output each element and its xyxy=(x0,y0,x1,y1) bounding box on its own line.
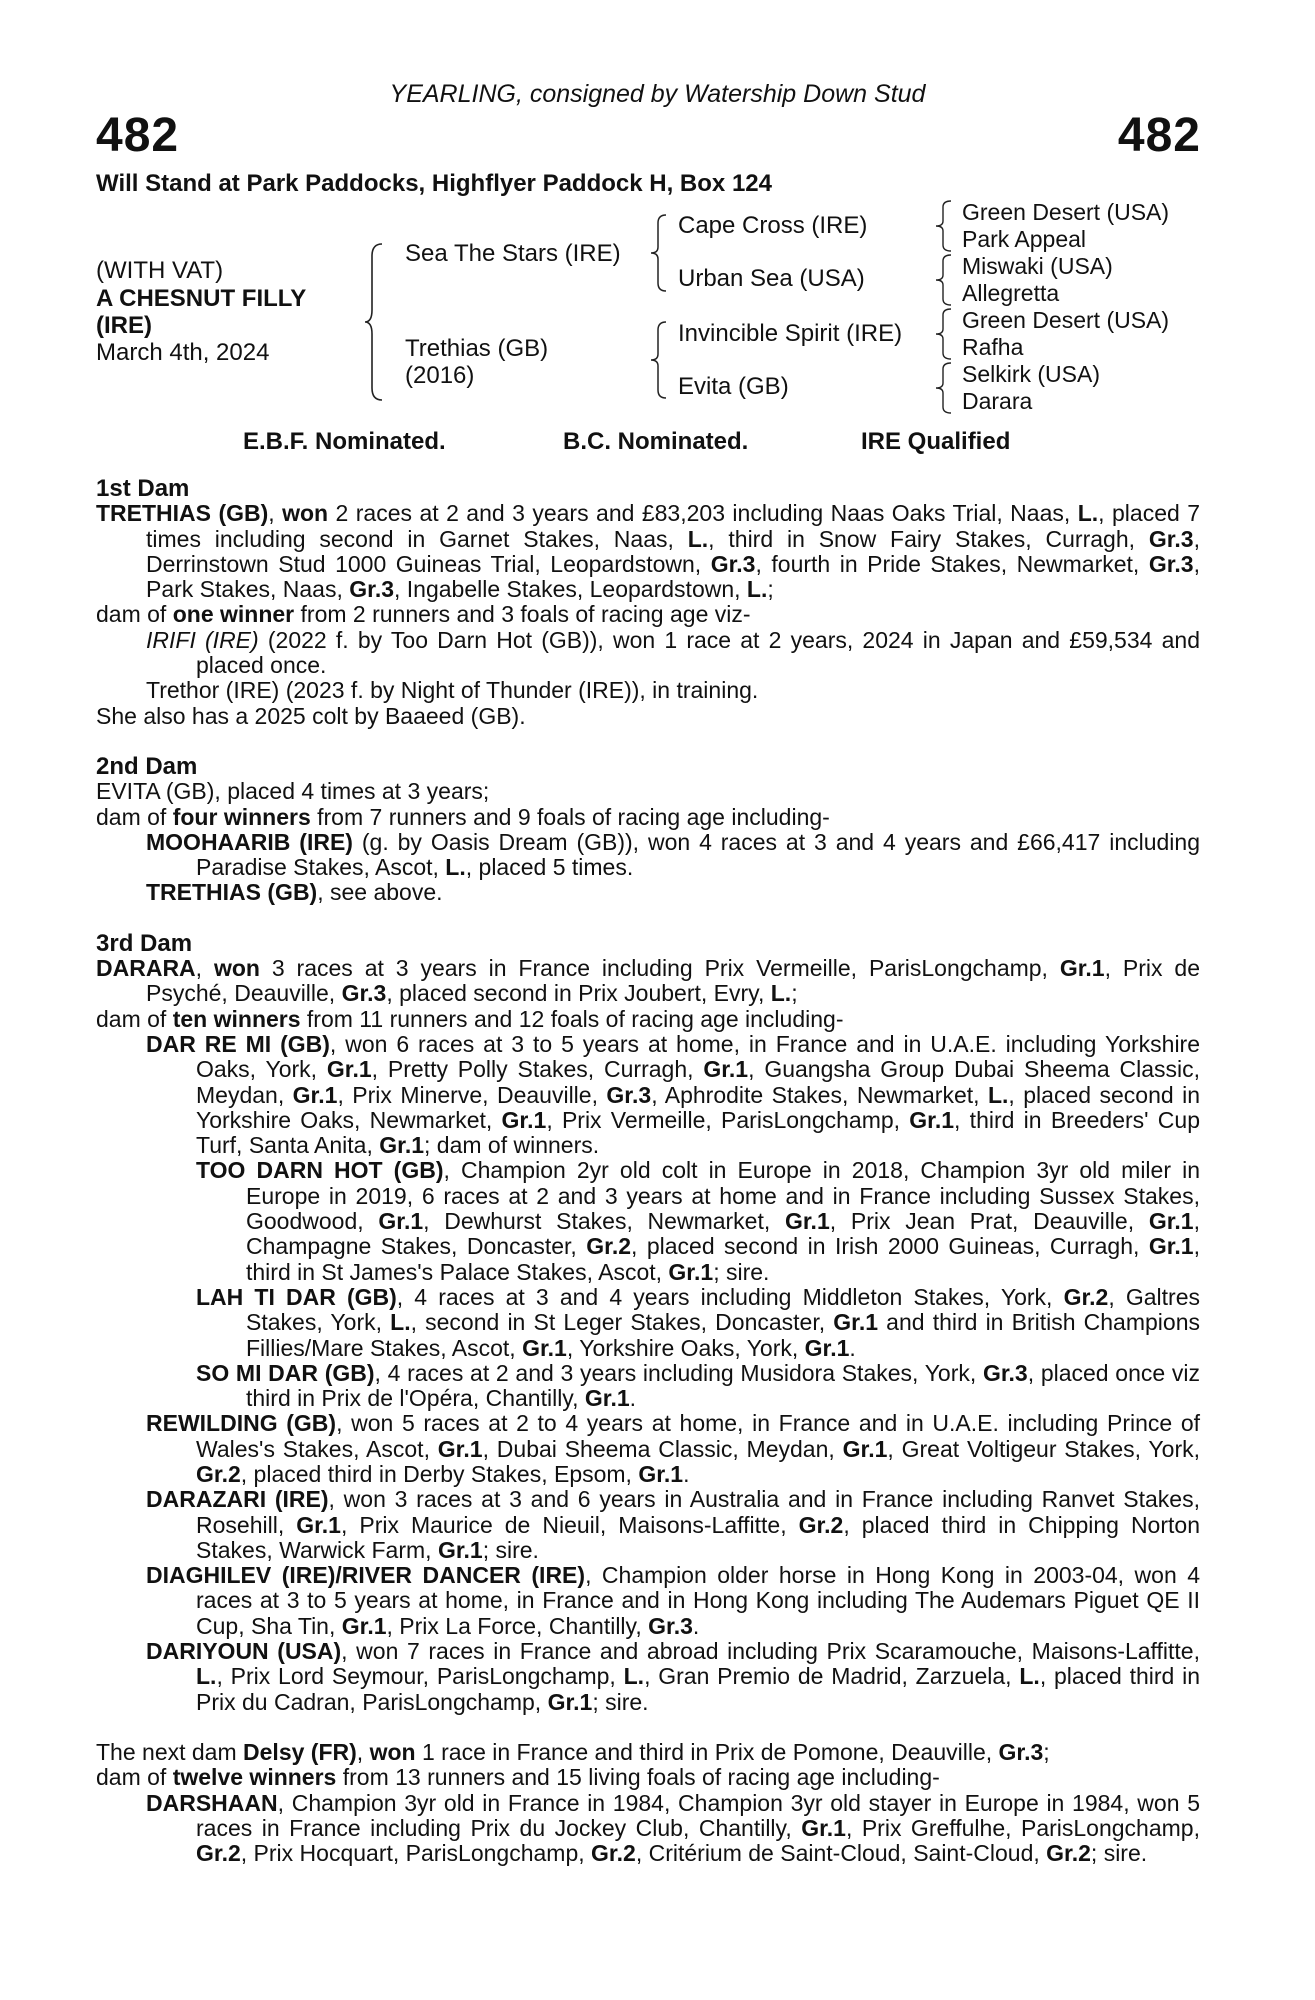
progeny-name: DARIYOUN (USA) xyxy=(146,1638,342,1665)
winner-count: one winner xyxy=(172,601,295,628)
catalogue-body xyxy=(96,476,1200,1866)
stand-location: Will Stand at Park Paddocks, Highflyer Paddock H, Box 124 xyxy=(96,170,772,197)
g3-brace-1 xyxy=(935,199,955,253)
next-dam-text: 1 race in France and third in Prix de Pomone, Deauville, Gr.3; xyxy=(415,1738,1050,1765)
first-dam-also: She also has a 2025 colt by Baaeed (GB). xyxy=(96,702,526,729)
bc-nomination: B.C. Nominated. xyxy=(563,428,749,455)
progeny-text: , 4 races at 2 and 3 years including Musidora Stakes, York, Gr.3, placed once viz third in Prix de l'Opéra, Chantilly, Gr.1. xyxy=(246,1359,1200,1412)
dam-year: (2016) xyxy=(405,362,475,389)
pedigree-brace xyxy=(364,242,388,402)
dam-sire: Invincible Spirit (IRE) xyxy=(678,320,903,347)
dam-name: Trethias (GB) xyxy=(405,335,549,362)
g3-brace-3 xyxy=(935,307,955,361)
next-dam-pre: The next dam xyxy=(96,1738,244,1765)
progeny-name: DARAZARI (IRE) xyxy=(146,1486,329,1513)
dam-dam: Evita (GB) xyxy=(678,373,789,400)
third-dam-text: 3 races at 3 years in France including Prix Vermeille, ParisLongchamp, Gr.1, Prix de Psyché, Deauville, Gr.3, placed second in Prix Joubert, Evry, L.; xyxy=(146,955,1200,1007)
second-dam-record: EVITA (GB), placed 4 times at 3 years; xyxy=(96,778,490,805)
progeny-entry xyxy=(96,880,1200,905)
third-dam-record: DARARA, won 3 races at 3 years in France including Prix Vermeille, ParisLongchamp, Gr.1, Prix de Psyché, Deauville, Gr.3, placed second in Prix Joubert, Evry, L.; xyxy=(96,955,1200,1007)
progeny-entry xyxy=(96,1791,1200,1867)
next-dam-name: Delsy (FR) xyxy=(243,1738,357,1765)
dam-brace xyxy=(650,320,670,400)
third-dam-name: DARARA xyxy=(96,955,196,982)
dam-of-pre: dam of xyxy=(96,1764,173,1791)
consignor-line: YEARLING, consigned by Watership Down Stud xyxy=(389,80,926,108)
first-dam-name: TRETHIAS (GB) xyxy=(96,500,269,527)
progeny-name: SO MI DAR (GB) xyxy=(196,1359,375,1386)
progeny-name: REWILDING (GB) xyxy=(146,1410,337,1437)
progeny-entry xyxy=(96,1563,1200,1639)
sire-dam: Urban Sea (USA) xyxy=(678,265,865,292)
next-dam-summary xyxy=(96,1765,1200,1790)
dam-of-post: from 13 runners and 15 living foals of racing age including- xyxy=(336,1764,940,1791)
dam-of-post: from 11 runners and 12 foals of racing age including- xyxy=(300,1005,844,1032)
sire-brace xyxy=(650,213,670,293)
ancestor-1: Green Desert (USA) xyxy=(962,199,1170,225)
dam-of-pre: dam of xyxy=(96,1005,173,1032)
progeny-text: , see above. xyxy=(317,879,443,906)
ancestor-5: Green Desert (USA) xyxy=(962,307,1170,333)
winner-count: twelve winners xyxy=(172,1764,337,1791)
progeny-name: TRETHIAS (GB) xyxy=(146,879,318,906)
winner-count: four winners xyxy=(172,803,311,830)
progeny-text: , won 7 races in France and abroad including Prix Scaramouche, Maisons-Laffitte, L., Prix Lord Seymour, ParisLongchamp, L., Gran Premio de Madrid, Zarzuela, L., placed third in Prix du Cadran, ParisLongchamp, Gr.1; sire. xyxy=(196,1638,1201,1715)
progeny-entry xyxy=(96,1285,1200,1361)
dam-of-post: from 2 runners and 3 foals of racing age viz- xyxy=(294,601,751,628)
dam-of-pre: dam of xyxy=(96,803,173,830)
ancestor-2: Park Appeal xyxy=(962,226,1087,252)
progeny-entry xyxy=(96,830,1200,881)
progeny-name: IRIFI (IRE) xyxy=(146,626,259,653)
progeny-text: , Champion older horse in Hong Kong in 2003-04, won 4 races at 3 to 5 years at home, in France and in Hong Kong including The Audemars Piguet QE II Cup, Sha Tin, Gr.1, Prix La Force, Chantilly, Gr.3. xyxy=(196,1562,1201,1639)
first-dam-text: 2 races at 2 and 3 years and £83,203 including Naas Oaks Trial, Naas, L., placed 7 times including second in Garnet Stakes, Naas, L., third in Snow Fairy Stakes, Curragh, Gr.3, Derrinstown Stud 1000 Guineas Trial, Leopardstown, Gr.3, fourth in Pride Stakes, Newmarket, Gr.3, Park Stakes, Naas, Gr.3, Ingabelle Stakes, Leopardstown, L.; xyxy=(146,500,1201,603)
progeny-text: , Champion 2yr old colt in Europe in 2018, Champion 3yr old miler in Europe in 2019, 6 races at 2 and 3 years at home and in France including Sussex Stakes, Goodwood, Gr.1, Dewhurst Stakes, Newmarket, Gr.1, Prix Jean Prat, Deauville, Gr.1, Champagne Stakes, Doncaster, Gr.2, placed second in Irish 2000 Guineas, Curragh, Gr.1, third in St James's Palace Stakes, Ascot, Gr.1; sire. xyxy=(246,1157,1200,1285)
progeny-entry: Trethor (IRE) (2023 f. by Night of Thunder (IRE)), in training. xyxy=(146,677,759,704)
progeny-entry xyxy=(96,1487,1200,1563)
won-label: won xyxy=(282,500,329,527)
ancestor-4: Allegretta xyxy=(962,280,1060,306)
winner-count: ten winners xyxy=(172,1005,301,1032)
second-dam-summary xyxy=(96,805,1200,830)
third-dam-title: 3rd Dam xyxy=(96,929,193,957)
g3-brace-4 xyxy=(935,361,955,415)
first-dam-summary xyxy=(96,602,1200,627)
progeny-name: DAR RE MI (GB) xyxy=(146,1030,330,1057)
sire-sire: Cape Cross (IRE) xyxy=(678,212,868,239)
progeny-text: , Champion 3yr old in France in 1984, Champion 3yr old stayer in Europe in 1984, won 5 races in France including Prix du Jockey Club, Chantilly, Gr.1, Prix Greffulhe, ParisLongchamp, Gr.2, Prix Hocquart, ParisLongchamp, Gr.2, Critérium de Saint-Cloud, Saint-Cloud, Gr.2; sire. xyxy=(196,1789,1200,1867)
progeny-entry xyxy=(96,1411,1200,1487)
progeny-text: (2022 f. by Too Darn Hot (GB)), won 1 race at 2 years, 2024 in Japan and £59,534 and placed once. xyxy=(196,626,1200,679)
horse-country: (IRE) xyxy=(96,312,152,339)
progeny-name: MOOHAARIB (IRE) xyxy=(146,828,353,855)
progeny-text: , won 6 races at 3 to 5 years at home, in France and in U.A.E. including Yorkshire Oaks, York, Gr.1, Pretty Polly Stakes, Curragh, Gr.1, Guangsha Group Dubai Sheema Classic, Meydan, Gr.1, Prix Minerve, Deauville, Gr.3, Aphrodite Stakes, Newmarket, L., placed second in Yorkshire Oaks, Newmarket, Gr.1, Prix Vermeille, ParisLongchamp, Gr.1, third in Breeders' Cup Turf, Santa Anita, Gr.1; dam of winners. xyxy=(196,1030,1201,1159)
progeny-entry xyxy=(96,628,1200,679)
progeny-name: TOO DARN HOT (GB) xyxy=(196,1157,444,1184)
progeny-entry xyxy=(96,1158,1200,1284)
ancestor-6: Rafha xyxy=(962,334,1024,360)
progeny-text: , won 3 races at 3 and 6 years in Australia and in France including Ranvet Stakes, Rosehill, Gr.1, Prix Maurice de Nieuil, Maisons-Laffitte, Gr.2, placed third in Chipping Norton Stakes, Warwick Farm, Gr.1; sire. xyxy=(196,1486,1200,1563)
dam-of-pre: dam of xyxy=(96,601,173,628)
lot-number-right: 482 xyxy=(1117,109,1201,162)
g3-brace-2 xyxy=(935,253,955,307)
ire-qualified: IRE Qualified xyxy=(861,428,1011,455)
lot-number-left: 482 xyxy=(96,109,180,162)
progeny-text: , won 5 races at 2 to 4 years at home, in France and in U.A.E. including Prince of Wales's Stakes, Ascot, Gr.1, Dubai Sheema Classic, Meydan, Gr.1, Great Voltigeur Stakes, York, Gr.2, placed third in Derby Stakes, Epsom, Gr.1. xyxy=(196,1410,1201,1487)
vat-note: (WITH VAT) xyxy=(96,257,224,284)
progeny-name: DIAGHILEV (IRE)/RIVER DANCER (IRE) xyxy=(146,1562,586,1589)
foaling-date: March 4th, 2024 xyxy=(96,339,270,366)
ebf-nomination: E.B.F. Nominated. xyxy=(243,428,446,455)
progeny-name: DARSHAAN xyxy=(146,1789,278,1816)
first-dam-record: TRETHIAS (GB), won 2 races at 2 and 3 years and £83,203 including Naas Oaks Trial, Naas, L., placed 7 times including second in Garnet Stakes, Naas, L., third in Snow Fairy Stakes, Curragh, Gr.3, Derrinstown Stud 1000 Guineas Trial, Leopardstown, Gr.3, fourth in Pride Stakes, Newmarket, Gr.3, Park Stakes, Naas, Gr.3, Ingabelle Stakes, Leopardstown, L.; xyxy=(96,500,1201,603)
won-label: won xyxy=(369,1738,416,1765)
next-dam-record: The next dam Delsy (FR), won 1 race in France and third in Prix de Pomone, Deauville, Gr.3; xyxy=(96,1738,1050,1765)
progeny-entry xyxy=(96,1361,1200,1412)
dam-of-post: from 7 runners and 9 foals of racing age including- xyxy=(310,803,830,830)
horse-name: A CHESNUT FILLY xyxy=(96,285,307,312)
second-dam-title: 2nd Dam xyxy=(96,752,198,780)
ancestor-3: Miswaki (USA) xyxy=(962,253,1113,279)
progeny-text: , 4 races at 3 and 4 years including Middleton Stakes, York, Gr.2, Galtres Stakes, York, L., second in St Leger Stakes, Doncaster, Gr.1 and third in British Champions Fillies/Mare Stakes, Ascot, Gr.1, Yorkshire Oaks, York, Gr.1. xyxy=(246,1283,1201,1361)
won-label: won xyxy=(213,955,260,982)
progeny-entry xyxy=(96,1639,1200,1715)
progeny-name: LAH TI DAR (GB) xyxy=(196,1283,397,1310)
first-dam-title: 1st Dam xyxy=(96,475,190,502)
progeny-entry xyxy=(96,1032,1200,1158)
third-dam-summary xyxy=(96,1007,1200,1032)
sire: Sea The Stars (IRE) xyxy=(405,240,621,267)
ancestor-8: Darara xyxy=(962,388,1033,414)
ancestor-7: Selkirk (USA) xyxy=(962,361,1101,387)
progeny-text: (g. by Oasis Dream (GB)), won 4 races at 3 and 4 years and £66,417 including Paradise Stakes, Ascot, L., placed 5 times. xyxy=(196,828,1200,881)
